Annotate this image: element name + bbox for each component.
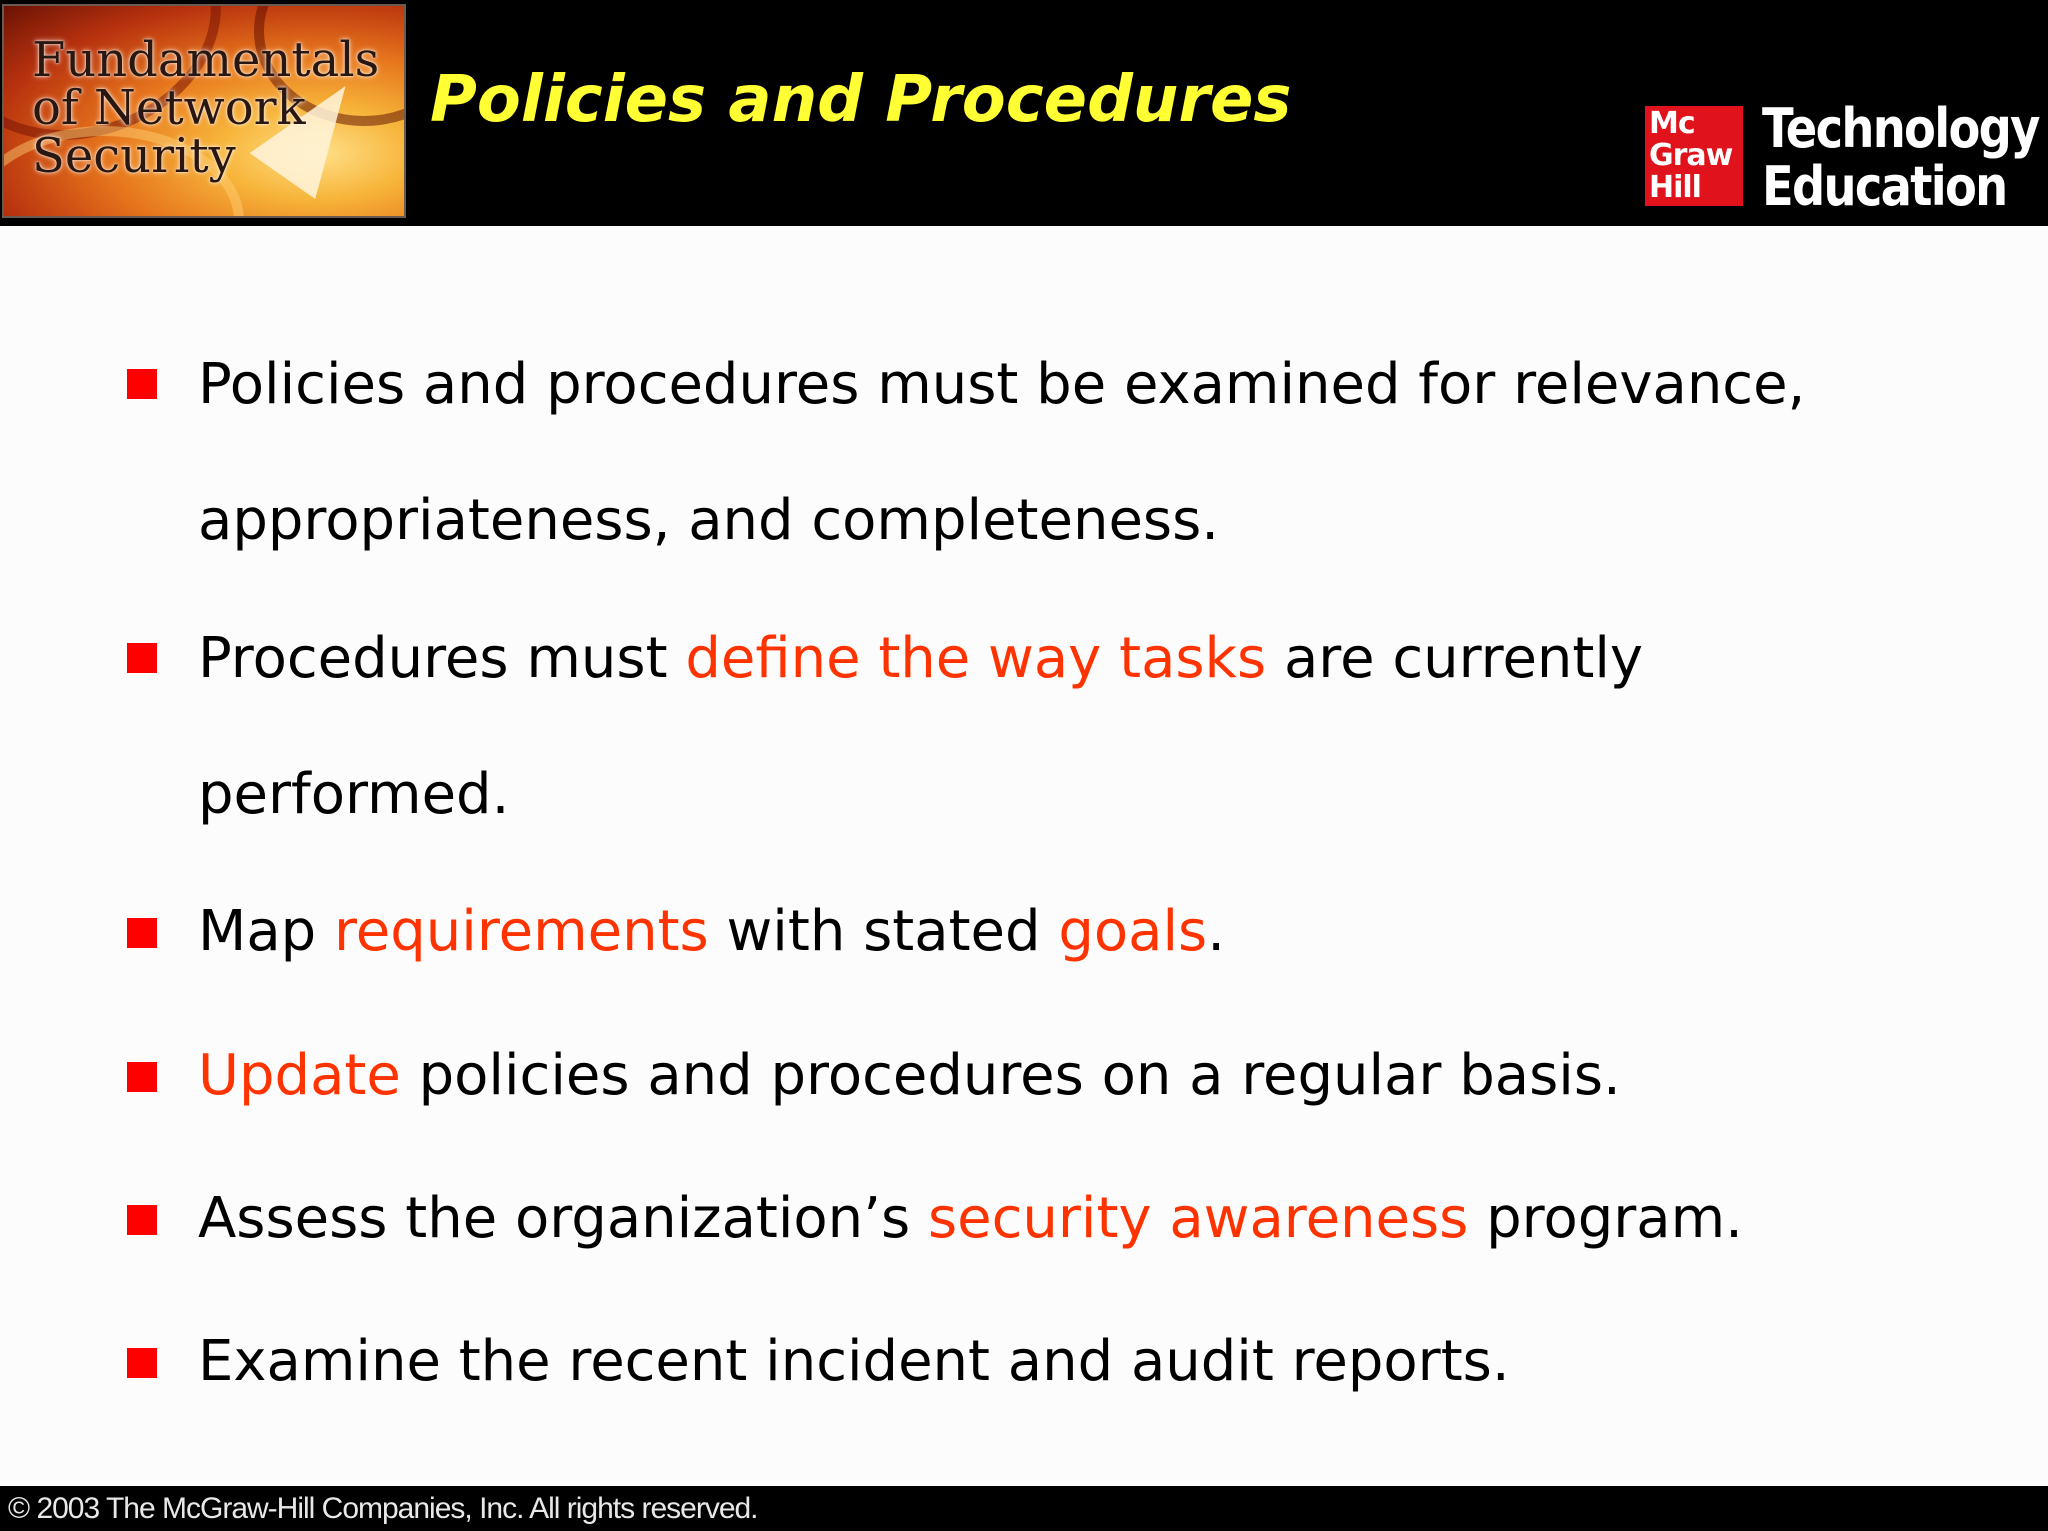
slide-title: Policies and Procedures <box>430 63 1292 137</box>
text-run: . <box>1207 899 1225 964</box>
text-run: Examine the recent incident and audit reports. <box>198 1329 1510 1394</box>
bullet-text <box>198 591 1758 863</box>
text-run: Assess the organization’s <box>198 1186 928 1251</box>
logo-mark-line: Hill <box>1649 170 1701 205</box>
highlighted-phrase: requirements <box>333 899 709 964</box>
highlighted-phrase: Update <box>198 1043 401 1108</box>
text-run: with stated <box>708 899 1059 964</box>
bullet-text <box>198 1294 1958 1430</box>
bullet-marker <box>127 643 157 673</box>
highlighted-phrase: goals <box>1058 899 1208 964</box>
slide-footer <box>0 1486 2048 1531</box>
text-run: policies and procedures on a regular basis. <box>400 1043 1621 1108</box>
bullet-text <box>198 1008 1958 1144</box>
bullet-text <box>198 1151 1958 1287</box>
bullet-marker <box>127 918 157 948</box>
publisher-division-name <box>1762 97 2039 218</box>
text-run: Procedures must <box>198 626 686 691</box>
logo-mark-line: Mc <box>1649 106 1695 141</box>
text-run: are currently performed. <box>198 626 1644 827</box>
logo-mark-line: Graw <box>1649 138 1733 173</box>
highlighted-phrase: define the way tasks <box>685 626 1267 691</box>
mcgraw-hill-logo-mark <box>1645 106 1743 206</box>
text-run: Policies and procedures must be examined for relevance, appropriateness, and completeness. <box>198 352 1806 553</box>
copyright-notice: © 2003 The McGraw-Hill Companies, Inc. All rights reserved. <box>8 1492 758 1525</box>
book-title-line: Fundamentals <box>32 32 380 88</box>
text-run: program. <box>1468 1186 1743 1251</box>
bullet-marker <box>127 1062 157 1092</box>
book-title-line: of Network <box>32 80 306 136</box>
publisher-division-line: Education <box>1762 155 2007 218</box>
bullet-text <box>198 317 1958 589</box>
bullet-marker <box>127 1205 157 1235</box>
highlighted-phrase: security awareness <box>927 1186 1469 1251</box>
bullet-marker <box>127 369 157 399</box>
publisher-division-line: Technology <box>1762 97 2039 160</box>
book-title-line: Security <box>32 128 236 184</box>
book-cover-logo <box>2 4 406 218</box>
slide-header <box>0 0 2048 226</box>
bullet-text <box>198 864 1958 1000</box>
bullet-marker <box>127 1348 157 1378</box>
text-run: Map <box>198 899 334 964</box>
